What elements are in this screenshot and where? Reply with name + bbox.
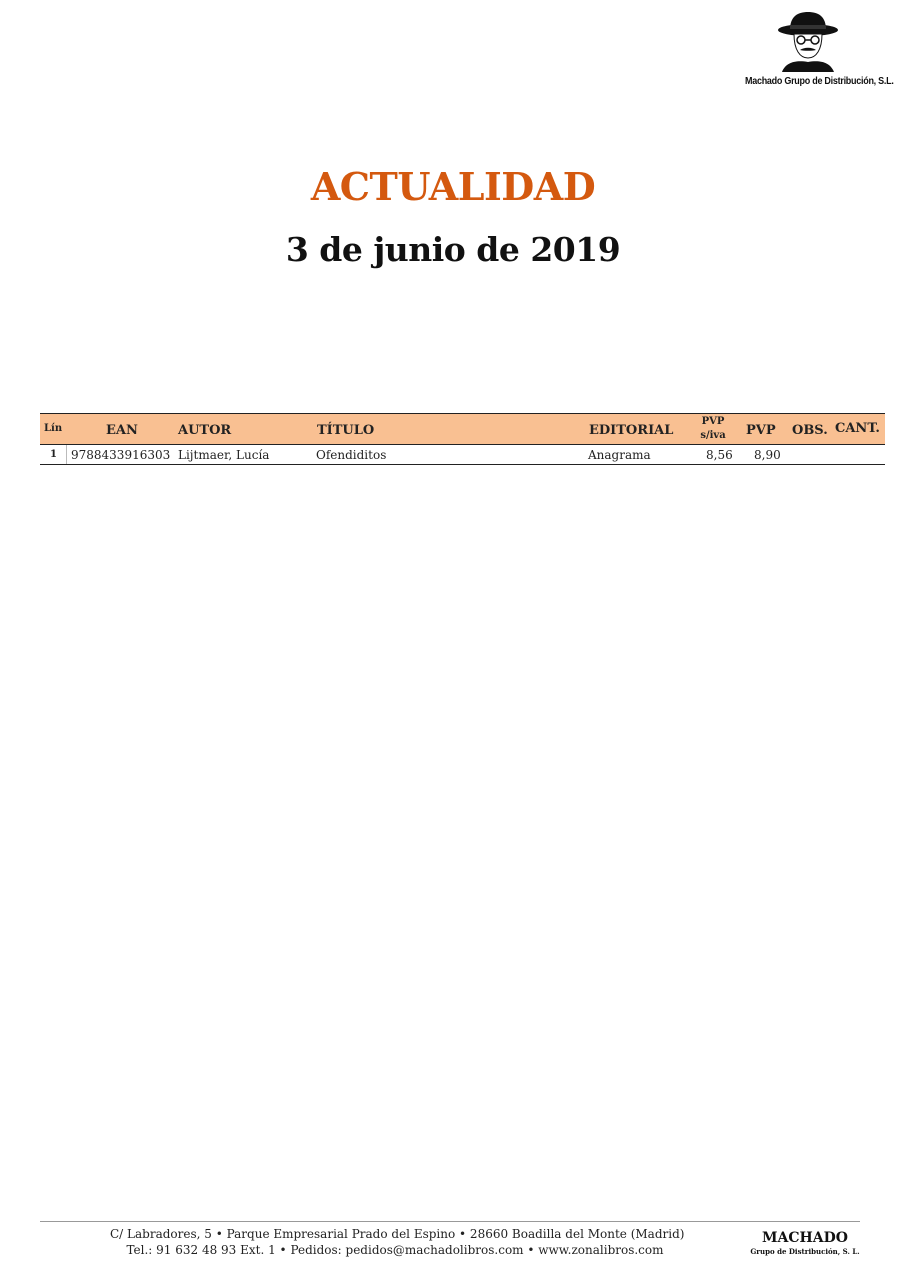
column-header-obs: OBS. xyxy=(792,423,828,438)
row-divider xyxy=(66,445,67,464)
cell-pvp: 8,90 xyxy=(754,448,781,462)
cell-autor: Lijtmaer, Lucía xyxy=(178,448,270,462)
cell-titulo: Ofendiditos xyxy=(316,448,387,462)
cell-pvp-siva: 8,56 xyxy=(706,448,733,462)
column-header-titulo: TÍTULO xyxy=(317,423,375,438)
column-header-autor: AUTOR xyxy=(178,423,232,438)
column-header-cant: CANT. xyxy=(835,421,880,436)
page-date: 3 de junio de 2019 xyxy=(285,230,621,269)
column-header-pvp-siva-line2: s/iva xyxy=(700,430,726,441)
column-header-pvp-siva xyxy=(695,415,731,443)
footer-address: C/ Labradores, 5 • Parque Empresarial Prado del Espino • 28660 Boadilla del Monte (Madrid) xyxy=(110,1227,685,1241)
footer-divider xyxy=(40,1221,860,1222)
column-header-ean: EAN xyxy=(106,423,138,438)
products-table xyxy=(40,413,885,465)
column-header-editorial: EDITORIAL xyxy=(589,423,674,438)
footer-brand-subtitle: Grupo de Distribución, S. L. xyxy=(750,1247,860,1256)
company-logo xyxy=(738,10,894,94)
footer-contact: Tel.: 91 632 48 93 Ext. 1 • Pedidos: pedidos@machadolibros.com • www.zonalibros.com xyxy=(126,1243,664,1257)
page-title: ACTUALIDAD xyxy=(310,164,596,209)
table-row xyxy=(40,445,885,465)
footer-brand: MACHADO xyxy=(762,1230,848,1246)
cell-ean: 9788433916303 xyxy=(71,448,171,462)
cell-lin: 1 xyxy=(50,449,57,460)
table-header xyxy=(40,413,885,445)
column-header-pvp-siva-line1: PVP xyxy=(701,416,725,427)
logo-text: Machado Grupo de Distribución, S.L. xyxy=(745,76,894,87)
cell-editorial: Anagrama xyxy=(588,448,651,462)
man-with-hat-icon xyxy=(776,10,840,72)
column-header-pvp: PVP xyxy=(746,423,776,438)
column-header-lin: Lín xyxy=(44,423,63,434)
